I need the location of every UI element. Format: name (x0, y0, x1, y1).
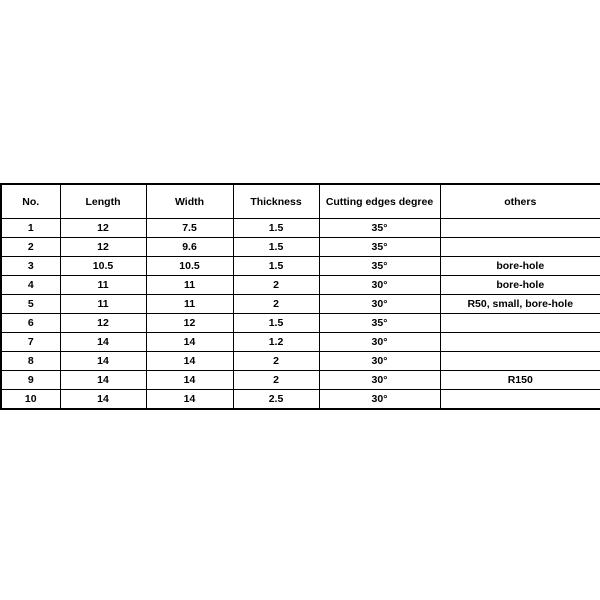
cell-others (440, 219, 600, 238)
cell-cutting-edges-degree: 30° (319, 390, 440, 410)
cell-cutting-edges-degree: 30° (319, 352, 440, 371)
cell-no: 10 (1, 390, 60, 410)
cell-length: 11 (60, 276, 146, 295)
table-row (1, 371, 600, 390)
table-header-row (1, 184, 600, 219)
cell-others (440, 314, 600, 333)
column-header-no: No. (1, 184, 60, 219)
column-header-others: others (440, 184, 600, 219)
cell-thickness: 2 (233, 295, 319, 314)
cell-length: 14 (60, 371, 146, 390)
cell-length: 12 (60, 219, 146, 238)
cell-thickness: 2 (233, 276, 319, 295)
cell-length: 12 (60, 314, 146, 333)
cell-width: 9.6 (146, 238, 233, 257)
cell-cutting-edges-degree: 30° (319, 371, 440, 390)
table-row (1, 276, 600, 295)
blade-spec-table (0, 183, 600, 410)
cell-no: 6 (1, 314, 60, 333)
cell-no: 1 (1, 219, 60, 238)
cell-cutting-edges-degree: 35° (319, 257, 440, 276)
table-row (1, 314, 600, 333)
column-header-cutting-edges-degree: Cutting edges degree (319, 184, 440, 219)
cell-cutting-edges-degree: 30° (319, 333, 440, 352)
table-row (1, 352, 600, 371)
cell-cutting-edges-degree: 35° (319, 238, 440, 257)
cell-thickness: 2.5 (233, 390, 319, 410)
cell-width: 10.5 (146, 257, 233, 276)
column-header-thickness: Thickness (233, 184, 319, 219)
column-header-length: Length (60, 184, 146, 219)
cell-no: 8 (1, 352, 60, 371)
cell-width: 14 (146, 390, 233, 410)
table-row (1, 219, 600, 238)
cell-others: R150 (440, 371, 600, 390)
cell-no: 2 (1, 238, 60, 257)
table-row (1, 238, 600, 257)
cell-length: 11 (60, 295, 146, 314)
cell-no: 7 (1, 333, 60, 352)
table-row (1, 295, 600, 314)
cell-no: 4 (1, 276, 60, 295)
cell-no: 5 (1, 295, 60, 314)
cell-width: 14 (146, 371, 233, 390)
cell-width: 11 (146, 295, 233, 314)
cell-cutting-edges-degree: 30° (319, 295, 440, 314)
cell-others (440, 238, 600, 257)
cell-no: 3 (1, 257, 60, 276)
cell-width: 12 (146, 314, 233, 333)
cell-length: 10.5 (60, 257, 146, 276)
cell-cutting-edges-degree: 35° (319, 314, 440, 333)
spec-sheet (0, 183, 600, 410)
cell-others (440, 352, 600, 371)
cell-width: 7.5 (146, 219, 233, 238)
cell-cutting-edges-degree: 30° (319, 276, 440, 295)
column-header-width: Width (146, 184, 233, 219)
cell-thickness: 1.5 (233, 314, 319, 333)
cell-thickness: 2 (233, 352, 319, 371)
cell-others: bore-hole (440, 257, 600, 276)
cell-length: 12 (60, 238, 146, 257)
cell-thickness: 1.5 (233, 257, 319, 276)
table-row (1, 333, 600, 352)
table-row (1, 257, 600, 276)
cell-others: bore-hole (440, 276, 600, 295)
cell-others (440, 390, 600, 410)
cell-length: 14 (60, 390, 146, 410)
cell-cutting-edges-degree: 35° (319, 219, 440, 238)
cell-length: 14 (60, 333, 146, 352)
cell-width: 14 (146, 333, 233, 352)
cell-thickness: 1.5 (233, 238, 319, 257)
cell-no: 9 (1, 371, 60, 390)
cell-width: 11 (146, 276, 233, 295)
cell-width: 14 (146, 352, 233, 371)
cell-thickness: 1.5 (233, 219, 319, 238)
cell-others (440, 333, 600, 352)
table-row (1, 390, 600, 410)
cell-thickness: 1.2 (233, 333, 319, 352)
cell-length: 14 (60, 352, 146, 371)
cell-others: R50, small, bore-hole (440, 295, 600, 314)
cell-thickness: 2 (233, 371, 319, 390)
